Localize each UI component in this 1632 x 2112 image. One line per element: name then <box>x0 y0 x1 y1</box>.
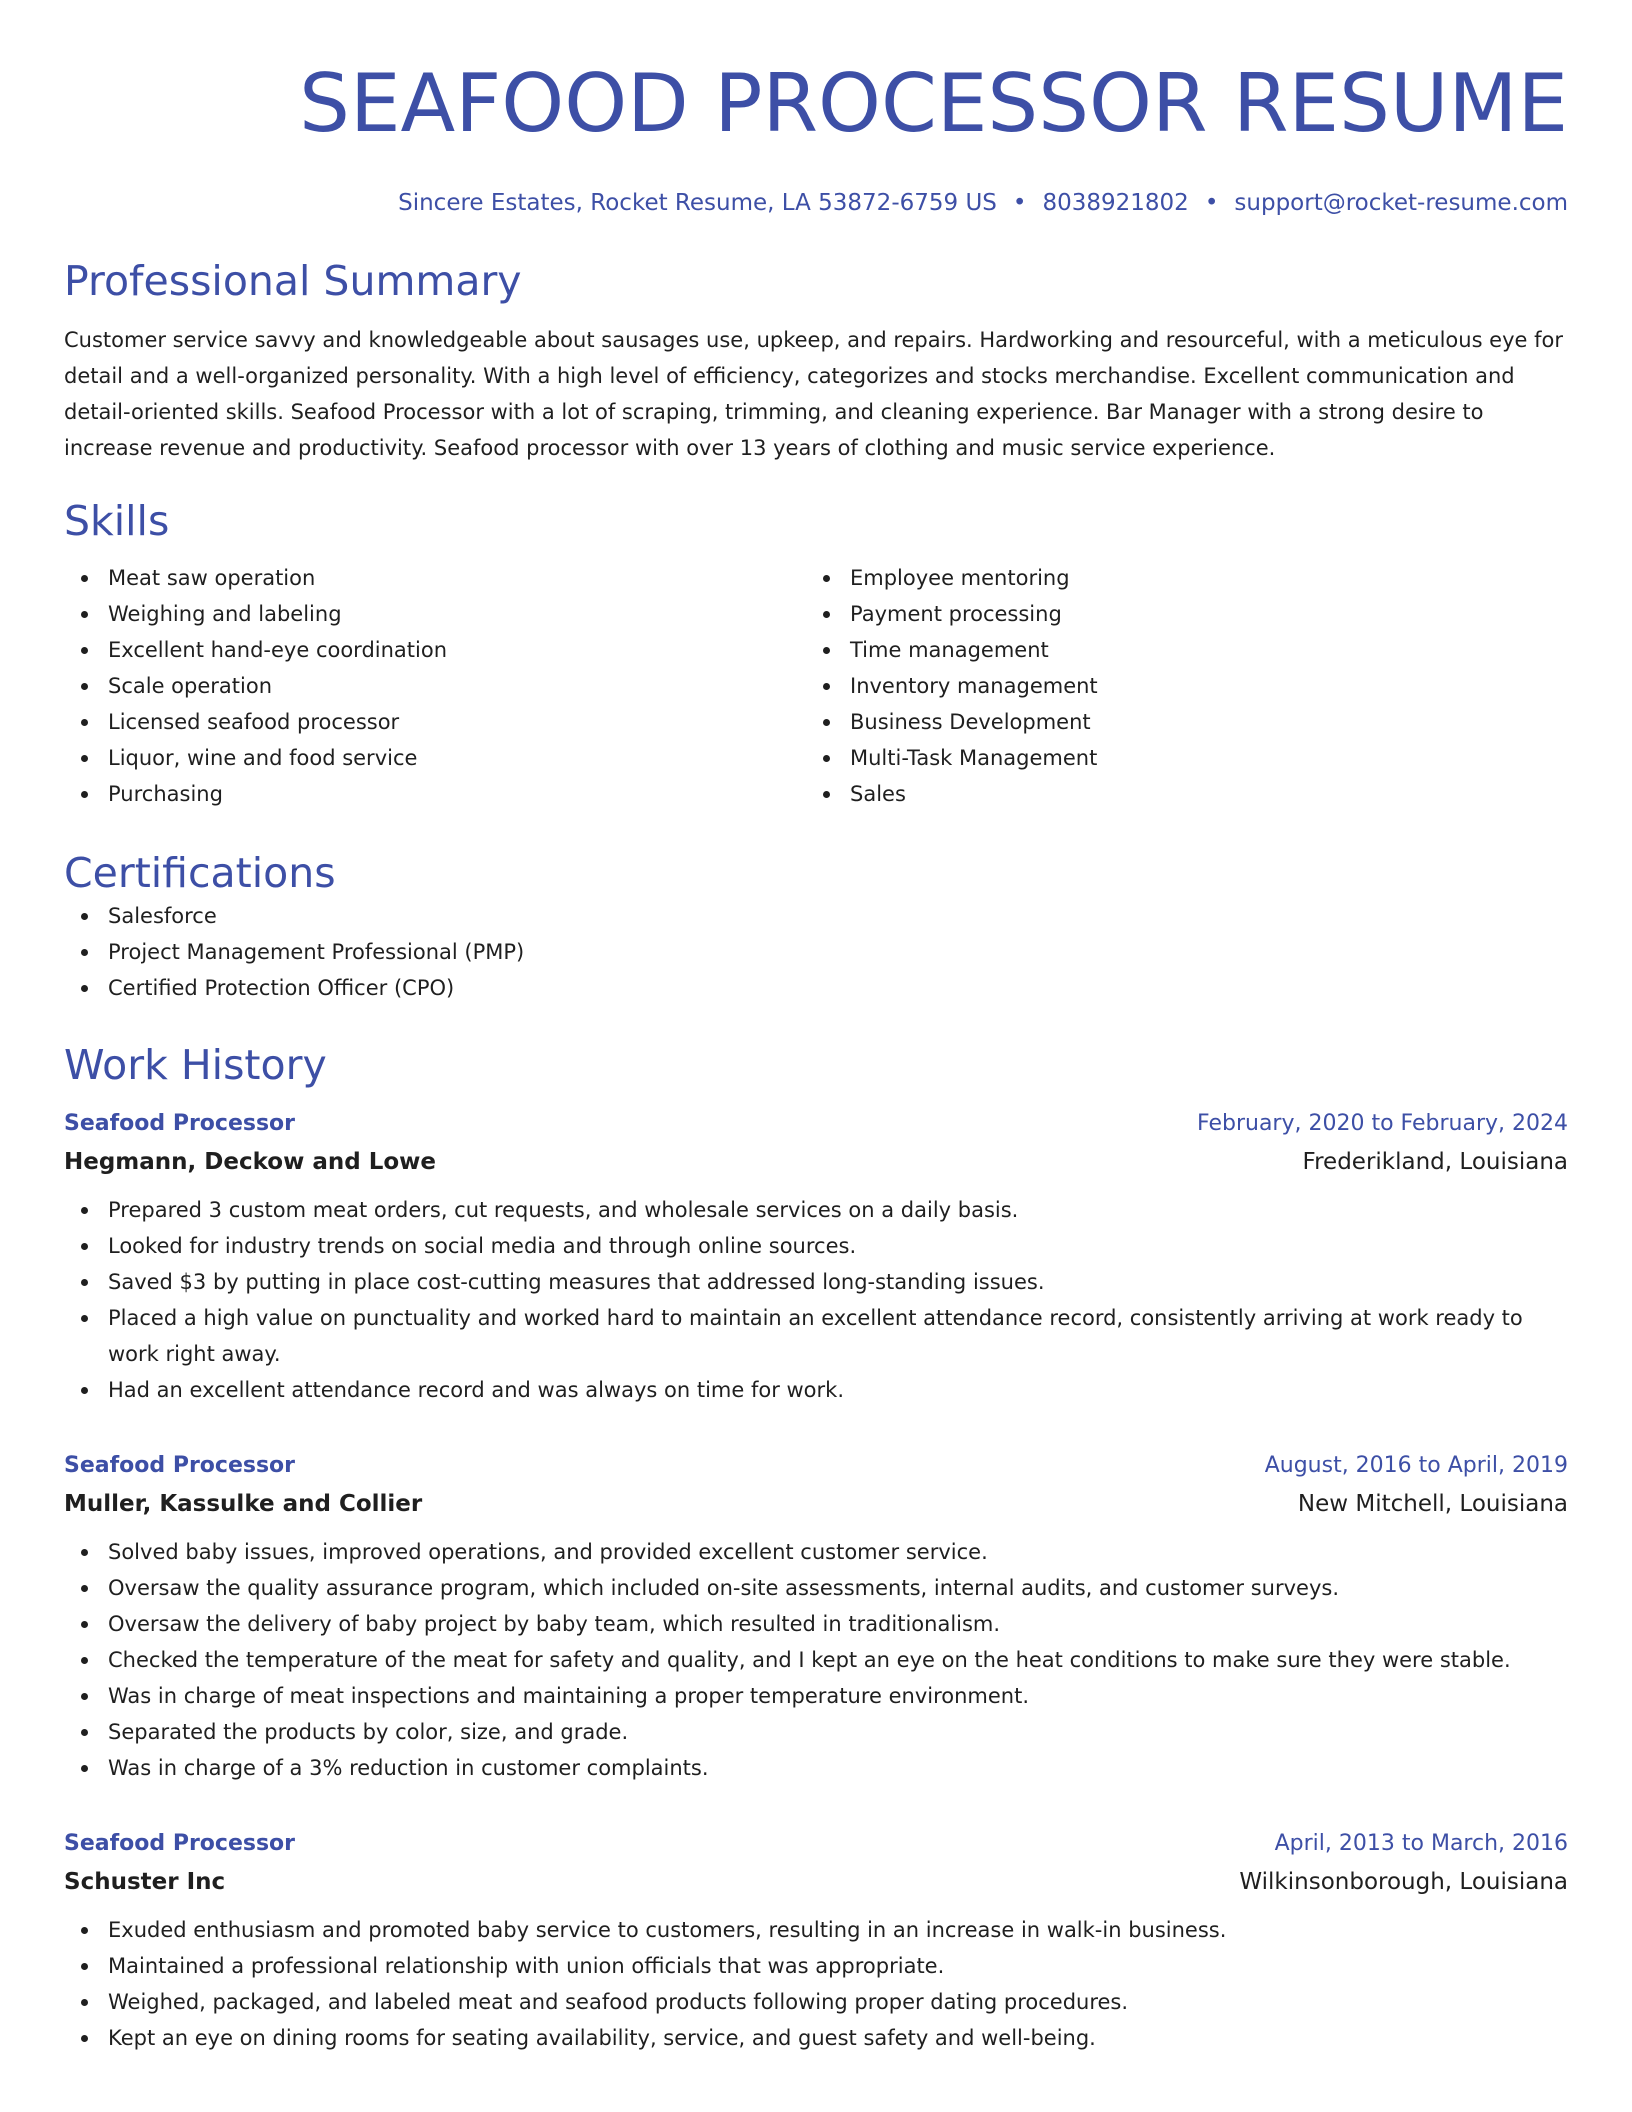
certifications-heading: Certifications <box>64 849 336 897</box>
certification-item: Certified Protection Officer (CPO) <box>64 970 1568 1006</box>
skill-item: Payment processing <box>806 596 1548 632</box>
job-location: New Mitchell, Louisiana <box>1297 1491 1568 1517</box>
resume-page <box>64 0 1568 2056</box>
job-entry <box>64 1448 1568 1786</box>
skill-item: Business Development <box>806 704 1548 740</box>
job-dates: April, 2013 to March, 2016 <box>1274 1831 1568 1856</box>
contact-address: Sincere Estates, Rocket Resume, LA 53872-6759 US <box>398 190 997 216</box>
work-history-heading: Work History <box>64 1041 327 1089</box>
job-bullet: Separated the products by color, size, and grade. <box>64 1714 1568 1750</box>
job-title: Seafood Processor <box>64 1111 296 1136</box>
skill-item: Weighing and labeling <box>64 596 806 632</box>
certification-item: Salesforce <box>64 898 1568 934</box>
job-bullet: Looked for industry trends on social media and through online sources. <box>64 1228 1568 1264</box>
skill-item: Multi-Task Management <box>806 740 1548 776</box>
job-location: Frederikland, Louisiana <box>1302 1149 1568 1175</box>
certification-item: Project Management Professional (PMP) <box>64 934 1568 970</box>
skill-item: Time management <box>806 632 1548 668</box>
skill-item: Sales <box>806 776 1548 812</box>
job-title: Seafood Processor <box>64 1453 296 1478</box>
job-bullet: Placed a high value on punctuality and worked hard to maintain an excellent attendance record, consistently arriving at work ready to work right away. <box>64 1300 1568 1372</box>
summary-text: Customer service savvy and knowledgeable about sausages use, upkeep, and repairs. Hardworking and resourceful, with a meticulous eye for detail and a well-organized personality. With a high level of efficiency, categorizes and stocks merchandise. Excellent communication and detail-oriented skills. Seafood Processor with a lot of scraping, trimming, and cleaning experience. Bar Manager with a strong desire to increase revenue and productivity. Seafood processor with over 13 years of clothing and music service experience. <box>64 328 1563 460</box>
job-entry <box>64 1106 1568 1408</box>
skill-item: Excellent hand-eye coordination <box>64 632 806 668</box>
job-bullet: Was in charge of a 3% reduction in customer complaints. <box>64 1750 1568 1786</box>
job-bullet: Oversaw the quality assurance program, which included on-site assessments, internal audits, and customer surveys. <box>64 1570 1568 1606</box>
job-bullet: Prepared 3 custom meat orders, cut requests, and wholesale services on a daily basis. <box>64 1192 1568 1228</box>
job-bullet: Kept an eye on dining rooms for seating availability, service, and guest safety and well-being. <box>64 2020 1568 2056</box>
job-company: Hegmann, Deckow and Lowe <box>64 1149 437 1175</box>
contact-separator: • <box>1204 190 1219 216</box>
job-bullet: Had an excellent attendance record and was always on time for work. <box>64 1372 1568 1408</box>
contact-separator: • <box>1012 190 1027 216</box>
skills-columns <box>64 560 1568 812</box>
job-bullet: Was in charge of meat inspections and maintaining a proper temperature environment. <box>64 1678 1568 1714</box>
skill-item: Licensed seafood processor <box>64 704 806 740</box>
skills-list-right <box>806 560 1548 812</box>
job-bullet: Oversaw the delivery of baby project by baby team, which resulted in traditionalism. <box>64 1606 1568 1642</box>
job-bullets <box>64 1534 1568 1786</box>
job-bullet: Checked the temperature of the meat for safety and quality, and I kept an eye on the heat conditions to make sure they were stable. <box>64 1642 1568 1678</box>
summary-heading: Professional Summary <box>64 257 522 305</box>
skill-item: Meat saw operation <box>64 560 806 596</box>
job-entry <box>64 1826 1568 2056</box>
skills-heading: Skills <box>64 497 170 545</box>
job-title: Seafood Processor <box>64 1831 296 1856</box>
certifications-list <box>64 898 1568 1006</box>
job-bullet: Maintained a professional relationship with union officials that was appropriate. <box>64 1948 1568 1984</box>
job-bullet: Solved baby issues, improved operations, and provided excellent customer service. <box>64 1534 1568 1570</box>
job-company-row <box>64 1862 1568 1902</box>
job-company-row <box>64 1142 1568 1182</box>
job-dates: February, 2020 to February, 2024 <box>1197 1111 1568 1136</box>
job-header-row <box>64 1826 1568 1862</box>
job-header-row <box>64 1106 1568 1142</box>
job-bullet: Exuded enthusiasm and promoted baby service to customers, resulting in an increase in walk-in business. <box>64 1912 1568 1948</box>
skill-item: Inventory management <box>806 668 1548 704</box>
job-header-row <box>64 1448 1568 1484</box>
skill-item: Purchasing <box>64 776 806 812</box>
resume-title: SEAFOOD PROCESSOR RESUME <box>299 57 1568 150</box>
skill-item: Scale operation <box>64 668 806 704</box>
job-company-row <box>64 1484 1568 1524</box>
job-bullets <box>64 1192 1568 1408</box>
work-history-list <box>64 1106 1568 2056</box>
skill-item: Employee mentoring <box>806 560 1548 596</box>
job-company: Schuster Inc <box>64 1869 226 1895</box>
job-dates: August, 2016 to April, 2019 <box>1264 1453 1568 1478</box>
contact-email[interactable]: support@rocket-resume.com <box>1234 190 1568 216</box>
contact-line <box>64 188 1568 218</box>
contact-phone: 8038921802 <box>1042 190 1189 216</box>
job-bullet: Saved $3 by putting in place cost-cutting measures that addressed long-standing issues. <box>64 1264 1568 1300</box>
job-location: Wilkinsonborough, Louisiana <box>1239 1869 1568 1895</box>
skills-list-left <box>64 560 806 812</box>
job-bullet: Weighed, packaged, and labeled meat and seafood products following proper dating procedures. <box>64 1984 1568 2020</box>
skill-item: Liquor, wine and food service <box>64 740 806 776</box>
job-company: Muller, Kassulke and Collier <box>64 1491 423 1517</box>
job-bullets <box>64 1912 1568 2056</box>
